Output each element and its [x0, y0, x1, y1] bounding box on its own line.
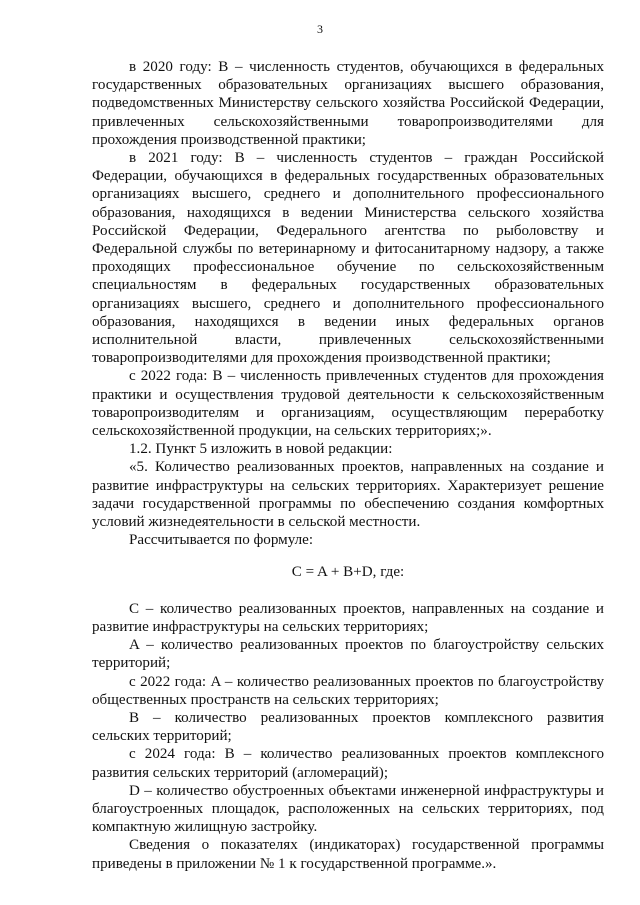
- formula: C = A + B+D, где:: [291, 564, 405, 581]
- document-body: [92, 58, 604, 873]
- paragraph-2020: в 2020 году: B – численность студентов, обучающихся в федеральных государственных образовательных организациях высшего образования, подведомственных Министерству сельского хозяйства Российской Федерации, привлеченных сельскохозяйственными товаропроизводителями для прохождения производственной практики;: [92, 59, 604, 148]
- definition-b: B – количество реализованных проектов комплексного развития сельских территорий;: [92, 709, 604, 745]
- definition-b-2024: с 2024 года: B – количество реализованных проектов комплексного развития сельских территорий (агломераций);: [92, 746, 604, 781]
- definition-c: C – количество реализованных проектов, направленных на создание и развитие инфраструктуры на сельских территориях;: [92, 600, 604, 635]
- paragraph-clause-1-2: 1.2. Пункт 5 изложить в новой редакции:: [129, 441, 393, 458]
- definition-d: D – количество обустроенных объектами инженерной инфраструктуры и благоустроенных площадок, расположенных на сельских территориях, под компактную жилищную застройку.: [92, 782, 604, 836]
- paragraph-appendix-reference: Сведения о показателях (индикаторах) государственной программы приведены в приложении № 1 к государственной программе.».: [92, 837, 604, 872]
- paragraph-2021: в 2021 году: B – численность студентов – граждан Российской Федерации, обучающихся в федеральных государственных образовательных организациях высшего, среднего и дополнительного профессионального образования, находящихся в ведении Министерства сельского хозяйства Российской Федерации, Федерального агентства по рыболовству и Федеральной службы по ветеринарному и фитосанитарному надзору, а также проходящих профессиональное обучение по сельскохозяйственным специальностям в федеральных государственных образовательных организациях высшего, среднего и дополнительного профессионального образования, находящихся в ведении иных федеральных органов исполнительной власти, привлеченных сельскохозяйственными товаропроизводителями для прохождения производственной практики;: [92, 150, 604, 367]
- definition-a: A – количество реализованных проектов по благоустройству сельских территорий;: [92, 637, 604, 672]
- paragraph-item-5: «5. Количество реализованных проектов, направленных на создание и развитие инфраструктуры на сельских территориях. Характеризует решение задачи государственной программы по обеспечению создания комфортных условий жизнедеятельности в сельской местности.: [92, 459, 604, 531]
- paragraph-2022: с 2022 года: B – численность привлеченных студентов для прохождения практики и осуществления трудовой деятельности к сельскохозяйственным товаропроизводителям и организациям, осуществляющим переработку сельскохозяйственной продукции, на сельских территориях;».: [92, 368, 604, 440]
- definition-a-2022: с 2022 года: A – количество реализованных проектов по благоустройству общественных пространств на сельских территориях;: [92, 673, 604, 708]
- paragraph-formula-intro: Рассчитывается по формуле:: [129, 532, 314, 549]
- page-number: 3: [317, 22, 323, 36]
